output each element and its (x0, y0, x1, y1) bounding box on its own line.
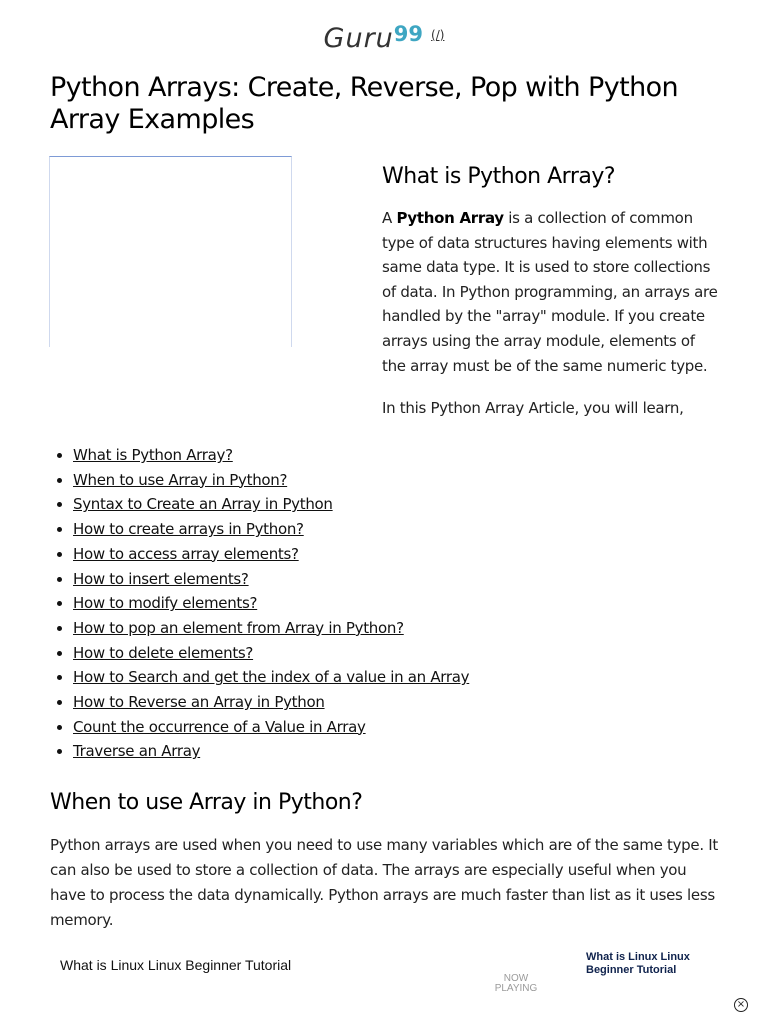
toc-item (73, 468, 753, 493)
toc-link-traverse[interactable]: Traverse an Array (73, 742, 201, 761)
home-link[interactable]: (/) (431, 28, 445, 42)
video-player-bar[interactable] (0, 945, 768, 1024)
toc-item (73, 616, 753, 641)
toc-link-create[interactable]: How to create arrays in Python? (73, 520, 304, 539)
toc-item (73, 443, 753, 468)
toc-link-count[interactable]: Count the occurrence of a Value in Array (73, 717, 366, 736)
table-of-contents (55, 443, 753, 764)
video-title[interactable]: What is Linux Linux Beginner Tutorial (60, 957, 292, 973)
toc-link-pop[interactable]: How to pop an element from Array in Python? (73, 618, 404, 637)
intro-rest: is a collection of common type of data structures having elements with same data type. It is used to store collections of data. In Python programming, an arrays are handled by the "array" module. If you create arrays using the array module, elements of the array must be of the same numeric type. (382, 209, 718, 375)
toc-item (73, 591, 753, 616)
page-title: Python Arrays: Create, Reverse, Pop with Python Array Examples (50, 72, 679, 135)
toc-item (73, 517, 753, 542)
close-icon[interactable]: × (734, 998, 748, 1012)
toc-link-what-is-array[interactable]: What is Python Array? (73, 446, 233, 464)
intro-section (382, 160, 722, 421)
toc-item (73, 641, 753, 666)
toc-item (73, 690, 753, 715)
ad-placeholder (49, 156, 292, 347)
toc-item (73, 492, 753, 517)
toc-link-search[interactable]: How to Search and get the index of a value in an Array (73, 668, 470, 687)
toc-link-syntax[interactable]: Syntax to Create an Array in Python (73, 495, 333, 514)
toc-item (73, 542, 753, 567)
section-paragraph: Python arrays are used when you need to use many variables which are of the same type. It can also be used to store a collection of data. The arrays are especially useful when you have to process the data dynamically. Python arrays are much faster than list as it uses less memory. (50, 836, 718, 929)
section-heading: When to use Array in Python? (50, 790, 363, 815)
toc-link-access[interactable]: How to access array elements? (73, 544, 299, 563)
intro-heading: What is Python Array? (382, 164, 616, 189)
toc-item (73, 567, 753, 592)
intro-lead: A (382, 209, 397, 227)
logo-number: 99 (393, 22, 424, 46)
logo-text: Guru (323, 23, 394, 54)
toc-item (73, 665, 753, 690)
toc-link-reverse[interactable]: How to Reverse an Array in Python (73, 693, 325, 712)
learn-paragraph: In this Python Array Article, you will learn, (382, 399, 684, 418)
toc-link-insert[interactable]: How to insert elements? (73, 569, 249, 588)
toc-link-modify[interactable]: How to modify elements? (73, 594, 258, 613)
toc-item (73, 715, 753, 740)
site-logo[interactable] (0, 24, 768, 58)
toc-item (73, 739, 753, 764)
up-next-title[interactable]: What is Linux Linux Beginner Tutorial (586, 951, 690, 976)
intro-paragraph (382, 206, 722, 378)
intro-bold-term: Python Array (396, 209, 504, 227)
toc-link-when-to-use[interactable]: When to use Array in Python? (73, 470, 288, 489)
now-playing-label: NOW PLAYING (494, 973, 538, 994)
toc-link-delete[interactable]: How to delete elements? (73, 643, 254, 662)
